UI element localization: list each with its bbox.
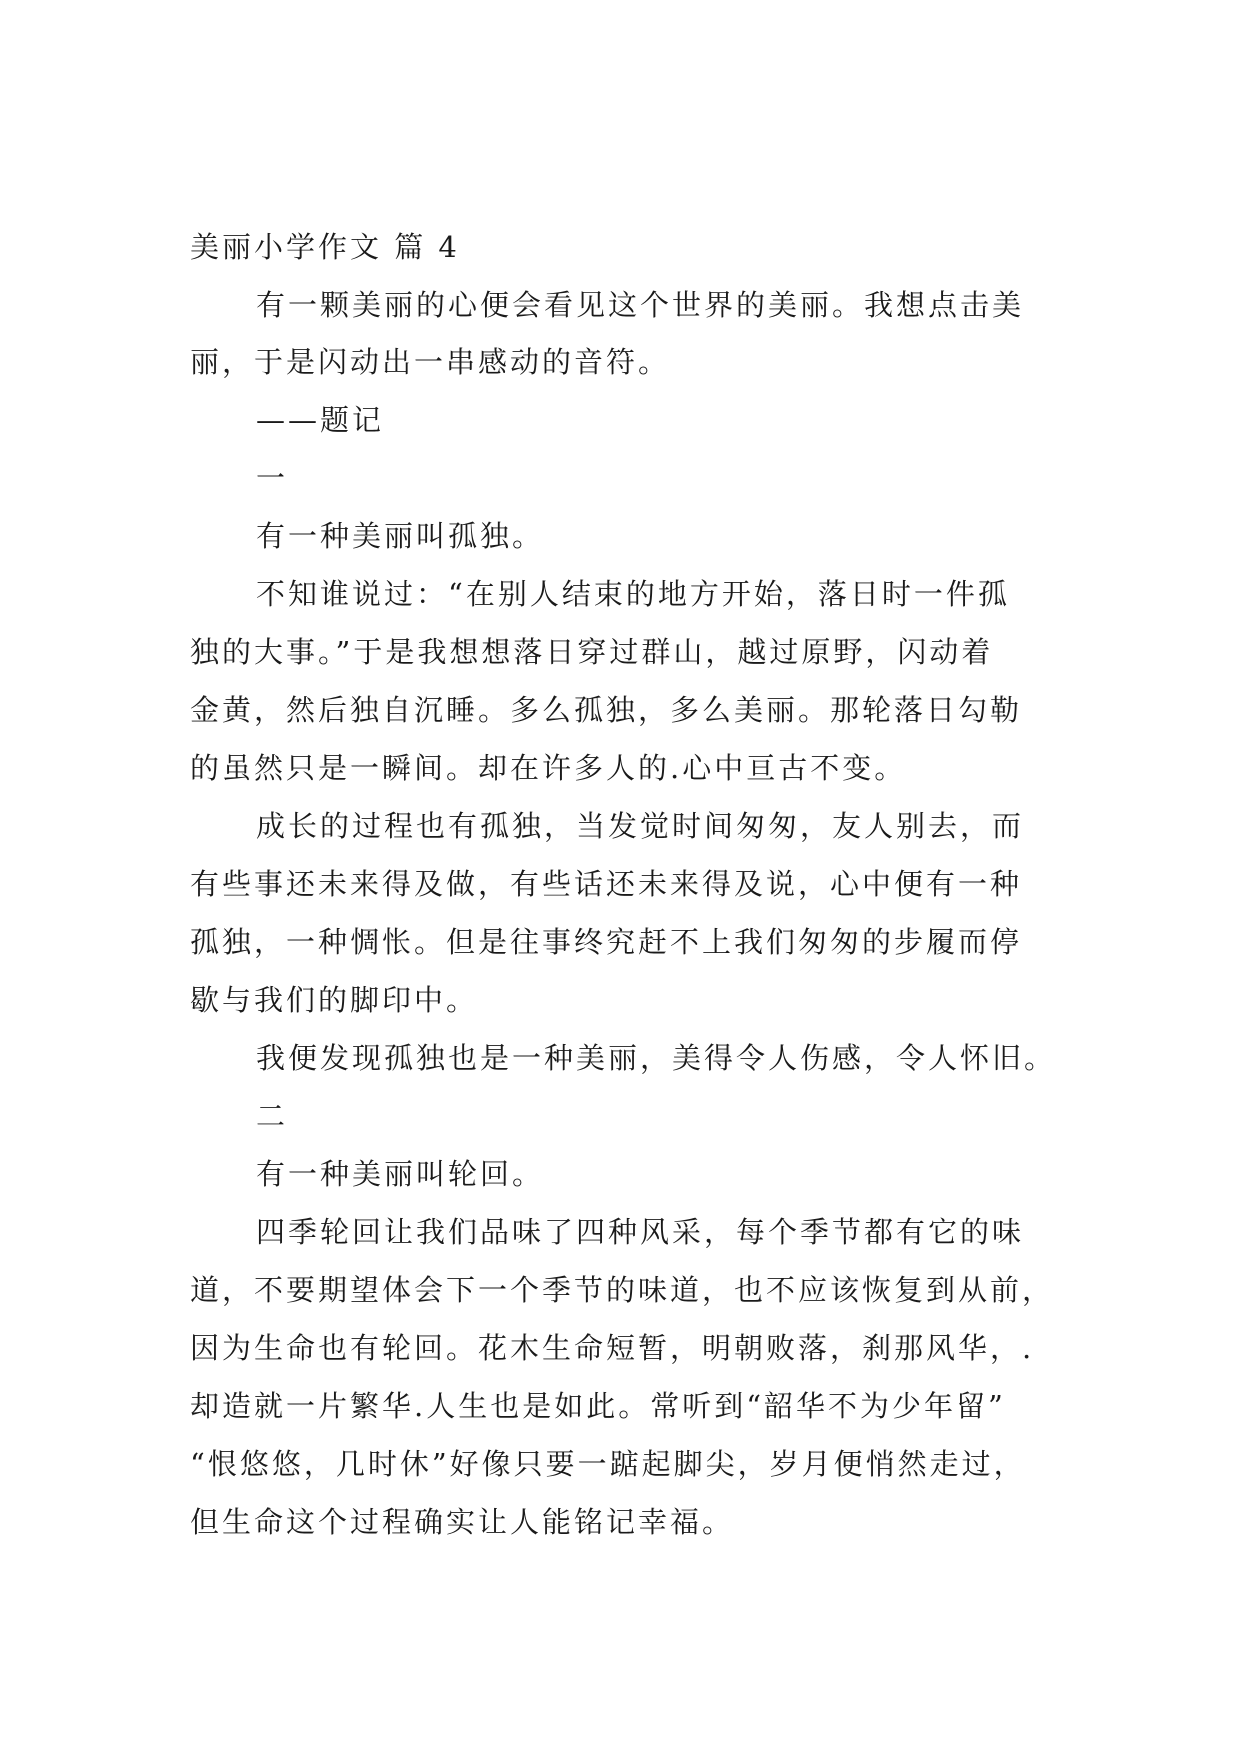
section-number: 一 <box>256 461 289 495</box>
paragraph-line: 独的大事。”于是我想想落日穿过群山，越过原野，闪动着 <box>190 635 994 669</box>
paragraph-line: 道，不要期望体会下一个季节的味道，也不应该恢复到从前， <box>190 1273 1055 1307</box>
paragraph-line: 不知谁说过：“在别人结束的地方开始，落日时一件孤 <box>256 577 1010 611</box>
paragraph-line: 却造就一片繁华.人生也是如此。常听到“韶华不为少年留” <box>190 1389 1006 1423</box>
paragraph-line: 丽，于是闪动出一串感动的音符。 <box>190 345 671 379</box>
epigraph-attribution: ——题记 <box>256 403 385 437</box>
paragraph-line: 金黄，然后独自沉睡。多么孤独，多么美丽。那轮落日勾勒 <box>190 693 1023 727</box>
paragraph-line: 有一颗美丽的心便会看见这个世界的美丽。我想点击美 <box>256 288 1025 322</box>
paragraph-line: 四季轮回让我们品味了四种风采，每个季节都有它的味 <box>256 1215 1025 1249</box>
document-title: 美丽小学作文 篇 4 <box>190 230 460 264</box>
paragraph-line: 因为生命也有轮回。花木生命短暂，明朝败落，刹那风华，. <box>190 1331 1035 1365</box>
section-heading: 有一种美丽叫轮回。 <box>256 1157 545 1191</box>
paragraph-line: 成长的过程也有孤独，当发觉时间匆匆，友人别去，而 <box>256 809 1025 843</box>
section-heading: 有一种美丽叫孤独。 <box>256 519 545 553</box>
paragraph-line: 有些事还未来得及做，有些话还未来得及说，心中便有一种 <box>190 867 1023 901</box>
section-number: 二 <box>256 1099 289 1133</box>
paragraph-line: 歇与我们的脚印中。 <box>190 983 479 1017</box>
paragraph-line: 但生命这个过程确实让人能铭记幸福。 <box>190 1505 735 1539</box>
paragraph-line: “恨悠悠，几时休”好像只要一踮起脚尖，岁月便悄然走过， <box>190 1447 1026 1481</box>
paragraph-line: 我便发现孤独也是一种美丽，美得令人伤感，令人怀旧。 <box>256 1041 1057 1075</box>
paragraph-line: 孤独，一种惆怅。但是往事终究赶不上我们匆匆的步履而停 <box>190 925 1023 959</box>
paragraph-line: 的虽然只是一瞬间。却在许多人的.心中亘古不变。 <box>190 751 907 785</box>
